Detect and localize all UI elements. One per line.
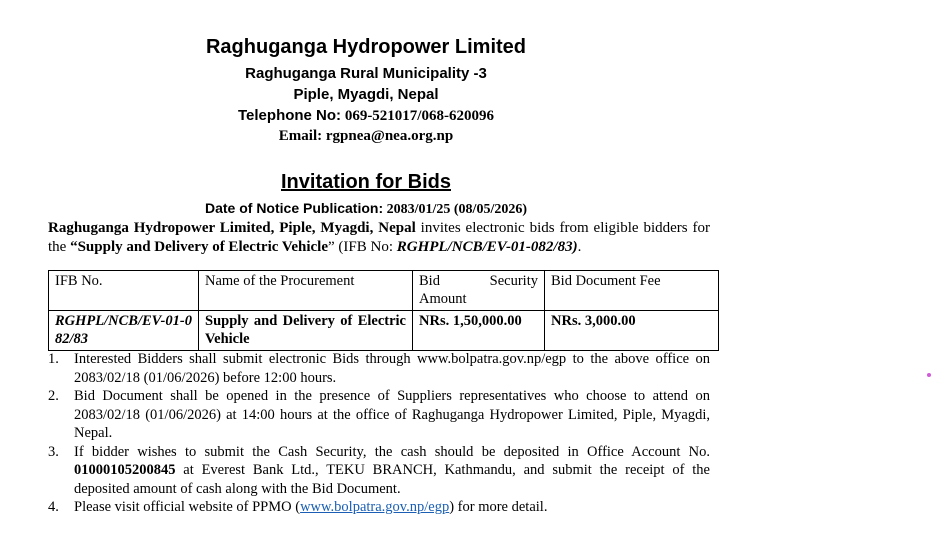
list-item: 2. Bid Document shall be opened in the presence of Suppliers representatives who choose to attend on 2083/02/18 (01/06/2026) at 14:00 hours at the office of Raghuganga Hydropower Limited, Piple, Myagdi, Nepal. <box>48 388 710 441</box>
notice-date-label: Date of Notice Publication: <box>204 200 384 216</box>
header-bid-security: Bid Security Amount <box>413 271 545 311</box>
telephone-label: Telephone No: <box>238 107 342 124</box>
bid-table <box>48 270 719 351</box>
cell-bid-security: NRs. 1,50,000.00 <box>413 311 545 351</box>
notice-date <box>0 200 732 218</box>
ppmo-website-link[interactable]: www.bolpatra.gov.np/egp <box>300 499 450 515</box>
telephone-value: 069-521017/068-620096 <box>344 108 494 124</box>
list-item: 4. Please visit official website of PPMO (www.bolpatra.gov.np/egp) for more detail. <box>48 499 548 515</box>
header-procurement: Name of the Procurement <box>199 271 413 311</box>
terms-list <box>48 350 710 517</box>
cell-doc-fee: NRs. 3,000.00 <box>545 311 719 351</box>
intro-ifb-number: RGHPL/NCB/EV-01-082/83) <box>396 239 578 255</box>
email-label: Email: <box>278 128 323 144</box>
cell-ifb-no: RGHPL/NCB/EV-01-082/83 <box>49 311 199 351</box>
intro-end: . <box>577 239 582 255</box>
stray-dot-mark <box>927 373 931 377</box>
telephone-line <box>0 107 732 125</box>
notice-date-value: 2083/01/25 (08/05/2026) <box>386 202 527 217</box>
intro-company: Raghuganga Hydropower Limited, Piple, Myagdi, Nepal <box>48 220 416 236</box>
intro-text-1: invites electronic bids from eligible bidders for the <box>48 220 710 255</box>
location-line: Piple, Myagdi, Nepal <box>293 86 439 103</box>
intro-text-2: ” (IFB No: <box>328 239 397 255</box>
cell-procurement: Supply and Delivery of Electric Vehicle <box>199 311 413 351</box>
list-item: 3. If bidder wishes to submit the Cash Security, the cash should be deposited in Office Account No. 01000105200845 at Everest Bank Ltd., TEKU BRANCH, Kathmandu, and submit the receipt of the deposited amount of cash along with the Bid Document. <box>48 443 710 497</box>
document-title: Invitation for Bids <box>281 171 451 193</box>
email-value: rgpnea@nea.org.np <box>325 128 454 144</box>
list-item: 1. Interested Bidders shall submit electronic Bids through www.bolpatra.gov.np/egp to the above office on 2083/02/18 (01/06/2026) before 12:00 hours. <box>48 351 710 386</box>
header-ifb-no: IFB No. <box>49 271 199 311</box>
table-header-row <box>49 271 719 311</box>
table-row <box>49 311 719 351</box>
intro-paragraph <box>48 219 710 257</box>
organization-name: Raghuganga Hydropower Limited <box>205 36 527 58</box>
header-doc-fee: Bid Document Fee <box>545 271 719 311</box>
municipality-line: Raghuganga Rural Municipality -3 <box>245 65 487 82</box>
account-number: 01000105200845 <box>74 462 176 478</box>
intro-procurement: “Supply and Delivery of Electric Vehicle <box>70 239 328 255</box>
email-line <box>0 128 732 145</box>
